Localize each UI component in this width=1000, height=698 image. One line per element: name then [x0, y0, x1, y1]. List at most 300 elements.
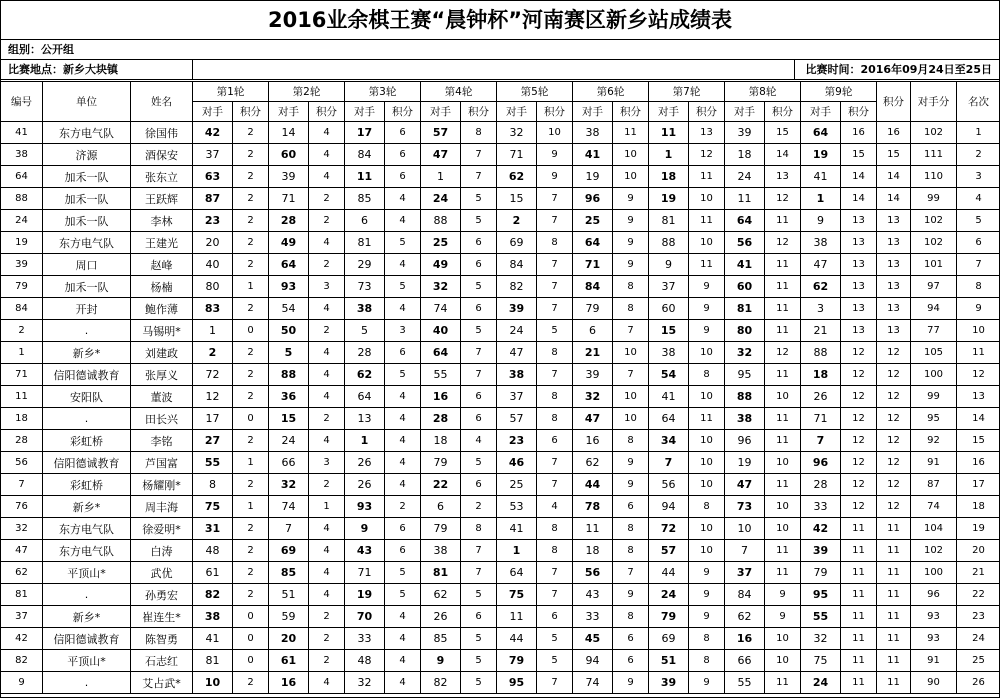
round-points: 7 — [537, 364, 573, 386]
player-name: 徐国伟 — [131, 122, 193, 144]
round-points: 7 — [537, 298, 573, 320]
round-points: 4 — [309, 386, 345, 408]
round-opponent: 23 — [497, 430, 537, 452]
round-opponent: 7 — [269, 518, 309, 540]
opponent-points: 92 — [911, 430, 957, 452]
round-points: 2 — [233, 584, 269, 606]
round-points: 7 — [537, 452, 573, 474]
rank: 4 — [957, 188, 1000, 210]
round-points: 11 — [841, 540, 877, 562]
round-opponent: 38 — [801, 232, 841, 254]
round-points: 6 — [385, 540, 421, 562]
round-points: 10 — [613, 342, 649, 364]
round-points: 4 — [385, 386, 421, 408]
round-points: 9 — [613, 584, 649, 606]
round-opponent: 12 — [193, 386, 233, 408]
player-number: 2 — [1, 320, 43, 342]
player-name: 马锡明* — [131, 320, 193, 342]
round-opponent: 40 — [421, 320, 461, 342]
round-opponent: 80 — [193, 276, 233, 298]
round-points: 10 — [689, 452, 725, 474]
round-opponent: 44 — [649, 562, 689, 584]
round-points: 2 — [233, 474, 269, 496]
total-points: 15 — [877, 144, 911, 166]
round-opponent: 95 — [725, 364, 765, 386]
round-points: 10 — [689, 518, 725, 540]
round-points: 9 — [689, 298, 725, 320]
header-points: 积分 — [613, 102, 649, 122]
round-opponent: 64 — [801, 122, 841, 144]
round-opponent: 39 — [649, 672, 689, 694]
round-points: 11 — [765, 254, 801, 276]
round-points: 7 — [537, 254, 573, 276]
table-row — [1, 650, 1000, 672]
round-opponent: 25 — [497, 474, 537, 496]
opponent-points: 95 — [911, 408, 957, 430]
round-opponent: 20 — [193, 232, 233, 254]
player-unit: 信阳德诚教育 — [43, 628, 131, 650]
round-points: 1 — [233, 276, 269, 298]
round-opponent: 73 — [725, 496, 765, 518]
round-opponent: 38 — [421, 540, 461, 562]
player-unit: . — [43, 584, 131, 606]
opponent-points: 105 — [911, 342, 957, 364]
round-points: 5 — [385, 232, 421, 254]
round-opponent: 11 — [725, 188, 765, 210]
round-opponent: 47 — [421, 144, 461, 166]
player-number: 11 — [1, 386, 43, 408]
round-opponent: 71 — [573, 254, 613, 276]
round-points: 11 — [765, 364, 801, 386]
round-opponent: 28 — [345, 342, 385, 364]
round-opponent: 42 — [193, 122, 233, 144]
player-number: 56 — [1, 452, 43, 474]
round-points: 6 — [461, 474, 497, 496]
round-points: 10 — [689, 386, 725, 408]
round-points: 13 — [689, 122, 725, 144]
group-label: 组别：公开组 — [8, 43, 74, 56]
round-points: 3 — [309, 276, 345, 298]
total-points: 12 — [877, 408, 911, 430]
round-opponent: 39 — [801, 540, 841, 562]
round-opponent: 5 — [269, 342, 309, 364]
round-points: 4 — [385, 650, 421, 672]
player-number: 84 — [1, 298, 43, 320]
round-opponent: 9 — [649, 254, 689, 276]
round-opponent: 47 — [573, 408, 613, 430]
round-opponent: 16 — [269, 672, 309, 694]
round-points: 6 — [385, 342, 421, 364]
player-name: 徐爱明* — [131, 518, 193, 540]
player-number: 24 — [1, 210, 43, 232]
total-points: 12 — [877, 452, 911, 474]
table-header — [1, 82, 1000, 122]
round-opponent: 79 — [421, 452, 461, 474]
round-opponent: 60 — [649, 298, 689, 320]
player-unit: 东方电气队 — [43, 232, 131, 254]
round-opponent: 85 — [345, 188, 385, 210]
round-opponent: 25 — [421, 232, 461, 254]
round-opponent: 59 — [269, 606, 309, 628]
player-unit: 信阳德诚教育 — [43, 364, 131, 386]
time-label: 比赛时间：2016年09月24日至25日 — [805, 63, 992, 76]
round-points: 5 — [461, 584, 497, 606]
round-opponent: 23 — [193, 210, 233, 232]
player-name: 崔连生* — [131, 606, 193, 628]
round-opponent: 39 — [269, 166, 309, 188]
round-points: 11 — [765, 210, 801, 232]
player-unit: 彩虹桥 — [43, 430, 131, 452]
player-name: 刘建政 — [131, 342, 193, 364]
round-opponent: 66 — [269, 452, 309, 474]
round-opponent: 7 — [801, 430, 841, 452]
table-row — [1, 628, 1000, 650]
round-opponent: 70 — [345, 606, 385, 628]
round-opponent: 45 — [573, 628, 613, 650]
round-points: 10 — [689, 188, 725, 210]
round-opponent: 85 — [421, 628, 461, 650]
round-opponent: 96 — [573, 188, 613, 210]
round-opponent: 5 — [345, 320, 385, 342]
round-points: 10 — [689, 474, 725, 496]
round-points: 9 — [537, 144, 573, 166]
round-points: 4 — [309, 430, 345, 452]
round-opponent: 24 — [649, 584, 689, 606]
round-points: 10 — [765, 518, 801, 540]
round-opponent: 15 — [649, 320, 689, 342]
table-row — [1, 562, 1000, 584]
round-points: 7 — [461, 166, 497, 188]
table-row — [1, 320, 1000, 342]
round-opponent: 32 — [497, 122, 537, 144]
round-points: 7 — [461, 540, 497, 562]
round-points: 11 — [765, 562, 801, 584]
round-points: 4 — [309, 518, 345, 540]
rank: 3 — [957, 166, 1000, 188]
player-name: 张厚义 — [131, 364, 193, 386]
round-opponent: 11 — [345, 166, 385, 188]
round-opponent: 32 — [725, 342, 765, 364]
round-opponent: 88 — [649, 232, 689, 254]
round-points: 12 — [841, 430, 877, 452]
round-points: 12 — [765, 342, 801, 364]
header-round-7: 第7轮 — [649, 82, 725, 102]
round-opponent: 81 — [193, 650, 233, 672]
table-row — [1, 342, 1000, 364]
round-points: 8 — [537, 386, 573, 408]
round-opponent: 33 — [573, 606, 613, 628]
round-opponent: 84 — [497, 254, 537, 276]
round-points: 13 — [841, 298, 877, 320]
round-points: 13 — [841, 320, 877, 342]
round-opponent: 18 — [725, 144, 765, 166]
round-opponent: 37 — [497, 386, 537, 408]
round-points: 12 — [765, 232, 801, 254]
header-round-9: 第9轮 — [801, 82, 877, 102]
round-points: 11 — [765, 320, 801, 342]
round-points: 12 — [841, 408, 877, 430]
round-points: 5 — [385, 584, 421, 606]
round-opponent: 75 — [193, 496, 233, 518]
player-unit: 新乡* — [43, 496, 131, 518]
player-unit: 东方电气队 — [43, 518, 131, 540]
player-unit: 加禾一队 — [43, 188, 131, 210]
round-opponent: 18 — [421, 430, 461, 452]
round-points: 11 — [841, 606, 877, 628]
round-opponent: 24 — [421, 188, 461, 210]
round-points: 2 — [309, 254, 345, 276]
round-points: 2 — [233, 254, 269, 276]
round-points: 6 — [385, 166, 421, 188]
round-points: 9 — [689, 606, 725, 628]
round-points: 4 — [309, 232, 345, 254]
round-opponent: 24 — [725, 166, 765, 188]
round-points: 15 — [765, 122, 801, 144]
header-round-6: 第6轮 — [573, 82, 649, 102]
rank: 22 — [957, 584, 1000, 606]
rank: 20 — [957, 540, 1000, 562]
table-row — [1, 518, 1000, 540]
round-points: 13 — [841, 254, 877, 276]
table-row — [1, 496, 1000, 518]
round-opponent: 2 — [193, 342, 233, 364]
rank: 5 — [957, 210, 1000, 232]
round-opponent: 62 — [497, 166, 537, 188]
table-row — [1, 210, 1000, 232]
round-opponent: 79 — [497, 650, 537, 672]
round-opponent: 6 — [573, 320, 613, 342]
round-opponent: 18 — [573, 540, 613, 562]
round-points: 2 — [233, 430, 269, 452]
header-points: 积分 — [689, 102, 725, 122]
player-unit: 新乡* — [43, 342, 131, 364]
round-points: 14 — [841, 188, 877, 210]
round-points: 5 — [385, 364, 421, 386]
total-points: 12 — [877, 386, 911, 408]
venue-time-row — [0, 60, 1000, 80]
round-points: 12 — [765, 188, 801, 210]
table-row — [1, 232, 1000, 254]
round-points: 13 — [765, 166, 801, 188]
table-row — [1, 122, 1000, 144]
round-opponent: 54 — [649, 364, 689, 386]
player-name: 酒保安 — [131, 144, 193, 166]
round-opponent: 33 — [801, 496, 841, 518]
round-points: 2 — [233, 364, 269, 386]
player-name: 赵峰 — [131, 254, 193, 276]
round-opponent: 50 — [269, 320, 309, 342]
header-opponent: 对手 — [193, 102, 233, 122]
round-opponent: 82 — [421, 672, 461, 694]
opponent-points: 102 — [911, 232, 957, 254]
player-unit: 济源 — [43, 144, 131, 166]
round-points: 12 — [841, 474, 877, 496]
round-opponent: 62 — [801, 276, 841, 298]
player-number: 64 — [1, 166, 43, 188]
player-unit: 平顶山* — [43, 562, 131, 584]
round-opponent: 53 — [497, 496, 537, 518]
round-opponent: 80 — [725, 320, 765, 342]
player-name: 张东立 — [131, 166, 193, 188]
round-points: 11 — [841, 672, 877, 694]
player-name: 田长兴 — [131, 408, 193, 430]
round-points: 4 — [309, 298, 345, 320]
round-points: 4 — [385, 254, 421, 276]
player-number: 76 — [1, 496, 43, 518]
round-opponent: 55 — [801, 606, 841, 628]
round-points: 4 — [385, 430, 421, 452]
round-opponent: 6 — [421, 496, 461, 518]
round-opponent: 8 — [193, 474, 233, 496]
player-unit: 加禾一队 — [43, 276, 131, 298]
round-opponent: 93 — [345, 496, 385, 518]
round-opponent: 17 — [193, 408, 233, 430]
round-points: 5 — [461, 210, 497, 232]
header-opponent: 对手 — [421, 102, 461, 122]
player-name: 孙勇宏 — [131, 584, 193, 606]
table-row — [1, 408, 1000, 430]
round-points: 2 — [309, 320, 345, 342]
round-points: 4 — [385, 408, 421, 430]
header-opponent: 对手 — [801, 102, 841, 122]
round-opponent: 81 — [421, 562, 461, 584]
total-points: 11 — [877, 562, 911, 584]
opponent-points: 102 — [911, 210, 957, 232]
round-opponent: 88 — [269, 364, 309, 386]
round-opponent: 1 — [497, 540, 537, 562]
round-points: 4 — [309, 364, 345, 386]
total-points: 13 — [877, 254, 911, 276]
round-points: 9 — [613, 672, 649, 694]
round-points: 10 — [765, 628, 801, 650]
round-opponent: 20 — [269, 628, 309, 650]
round-opponent: 64 — [649, 408, 689, 430]
round-points: 8 — [613, 540, 649, 562]
round-opponent: 34 — [649, 430, 689, 452]
round-opponent: 73 — [345, 276, 385, 298]
rank: 13 — [957, 386, 1000, 408]
round-opponent: 37 — [193, 144, 233, 166]
table-row — [1, 276, 1000, 298]
round-points: 3 — [309, 452, 345, 474]
round-opponent: 62 — [573, 452, 613, 474]
header-unit: 单位 — [43, 82, 131, 122]
round-opponent: 57 — [497, 408, 537, 430]
table-row — [1, 584, 1000, 606]
opponent-points: 110 — [911, 166, 957, 188]
round-opponent: 74 — [269, 496, 309, 518]
round-opponent: 39 — [497, 298, 537, 320]
round-opponent: 32 — [421, 276, 461, 298]
player-name: 白涛 — [131, 540, 193, 562]
round-opponent: 32 — [801, 628, 841, 650]
player-unit: 加禾一队 — [43, 210, 131, 232]
player-unit: 安阳队 — [43, 386, 131, 408]
round-points: 5 — [385, 562, 421, 584]
round-opponent: 38 — [193, 606, 233, 628]
round-points: 5 — [461, 452, 497, 474]
player-number: 62 — [1, 562, 43, 584]
player-name: 周丰海 — [131, 496, 193, 518]
player-number: 28 — [1, 430, 43, 452]
total-points: 13 — [877, 232, 911, 254]
round-opponent: 28 — [801, 474, 841, 496]
round-opponent: 79 — [801, 562, 841, 584]
round-opponent: 32 — [573, 386, 613, 408]
round-points: 6 — [537, 430, 573, 452]
table-row — [1, 540, 1000, 562]
header-opponent: 对手 — [497, 102, 537, 122]
rank: 17 — [957, 474, 1000, 496]
round-points: 9 — [689, 276, 725, 298]
round-points: 6 — [385, 144, 421, 166]
round-points: 6 — [537, 606, 573, 628]
rank: 25 — [957, 650, 1000, 672]
header-points: 积分 — [385, 102, 421, 122]
round-points: 11 — [689, 254, 725, 276]
round-opponent: 32 — [269, 474, 309, 496]
header-row-rounds — [1, 82, 1000, 102]
round-points: 11 — [765, 672, 801, 694]
round-opponent: 96 — [801, 452, 841, 474]
round-points: 4 — [309, 342, 345, 364]
round-opponent: 24 — [497, 320, 537, 342]
player-unit: 周口 — [43, 254, 131, 276]
round-points: 4 — [385, 298, 421, 320]
round-points: 0 — [233, 650, 269, 672]
round-points: 2 — [233, 562, 269, 584]
header-points: 积分 — [233, 102, 269, 122]
round-opponent: 78 — [573, 496, 613, 518]
round-points: 6 — [613, 496, 649, 518]
round-points: 6 — [461, 254, 497, 276]
round-opponent: 88 — [801, 342, 841, 364]
opponent-points: 94 — [911, 298, 957, 320]
player-number: 47 — [1, 540, 43, 562]
total-points: 12 — [877, 496, 911, 518]
player-number: 7 — [1, 474, 43, 496]
round-points: 10 — [613, 144, 649, 166]
round-opponent: 15 — [269, 408, 309, 430]
round-points: 7 — [461, 364, 497, 386]
round-opponent: 19 — [345, 584, 385, 606]
rank: 11 — [957, 342, 1000, 364]
round-opponent: 7 — [649, 452, 689, 474]
round-points: 2 — [233, 232, 269, 254]
round-points: 8 — [461, 518, 497, 540]
round-opponent: 47 — [725, 474, 765, 496]
round-points: 2 — [233, 386, 269, 408]
player-number: 38 — [1, 144, 43, 166]
rank: 18 — [957, 496, 1000, 518]
header-round-5: 第5轮 — [497, 82, 573, 102]
round-points: 11 — [765, 298, 801, 320]
round-points: 4 — [309, 122, 345, 144]
round-points: 14 — [765, 144, 801, 166]
table-row — [1, 166, 1000, 188]
table-row — [1, 430, 1000, 452]
round-points: 6 — [461, 232, 497, 254]
round-opponent: 51 — [269, 584, 309, 606]
player-number: 42 — [1, 628, 43, 650]
rank: 19 — [957, 518, 1000, 540]
opponent-points: 97 — [911, 276, 957, 298]
round-opponent: 38 — [573, 122, 613, 144]
round-opponent: 17 — [345, 122, 385, 144]
round-points: 7 — [537, 562, 573, 584]
round-points: 4 — [309, 540, 345, 562]
round-points: 0 — [233, 628, 269, 650]
